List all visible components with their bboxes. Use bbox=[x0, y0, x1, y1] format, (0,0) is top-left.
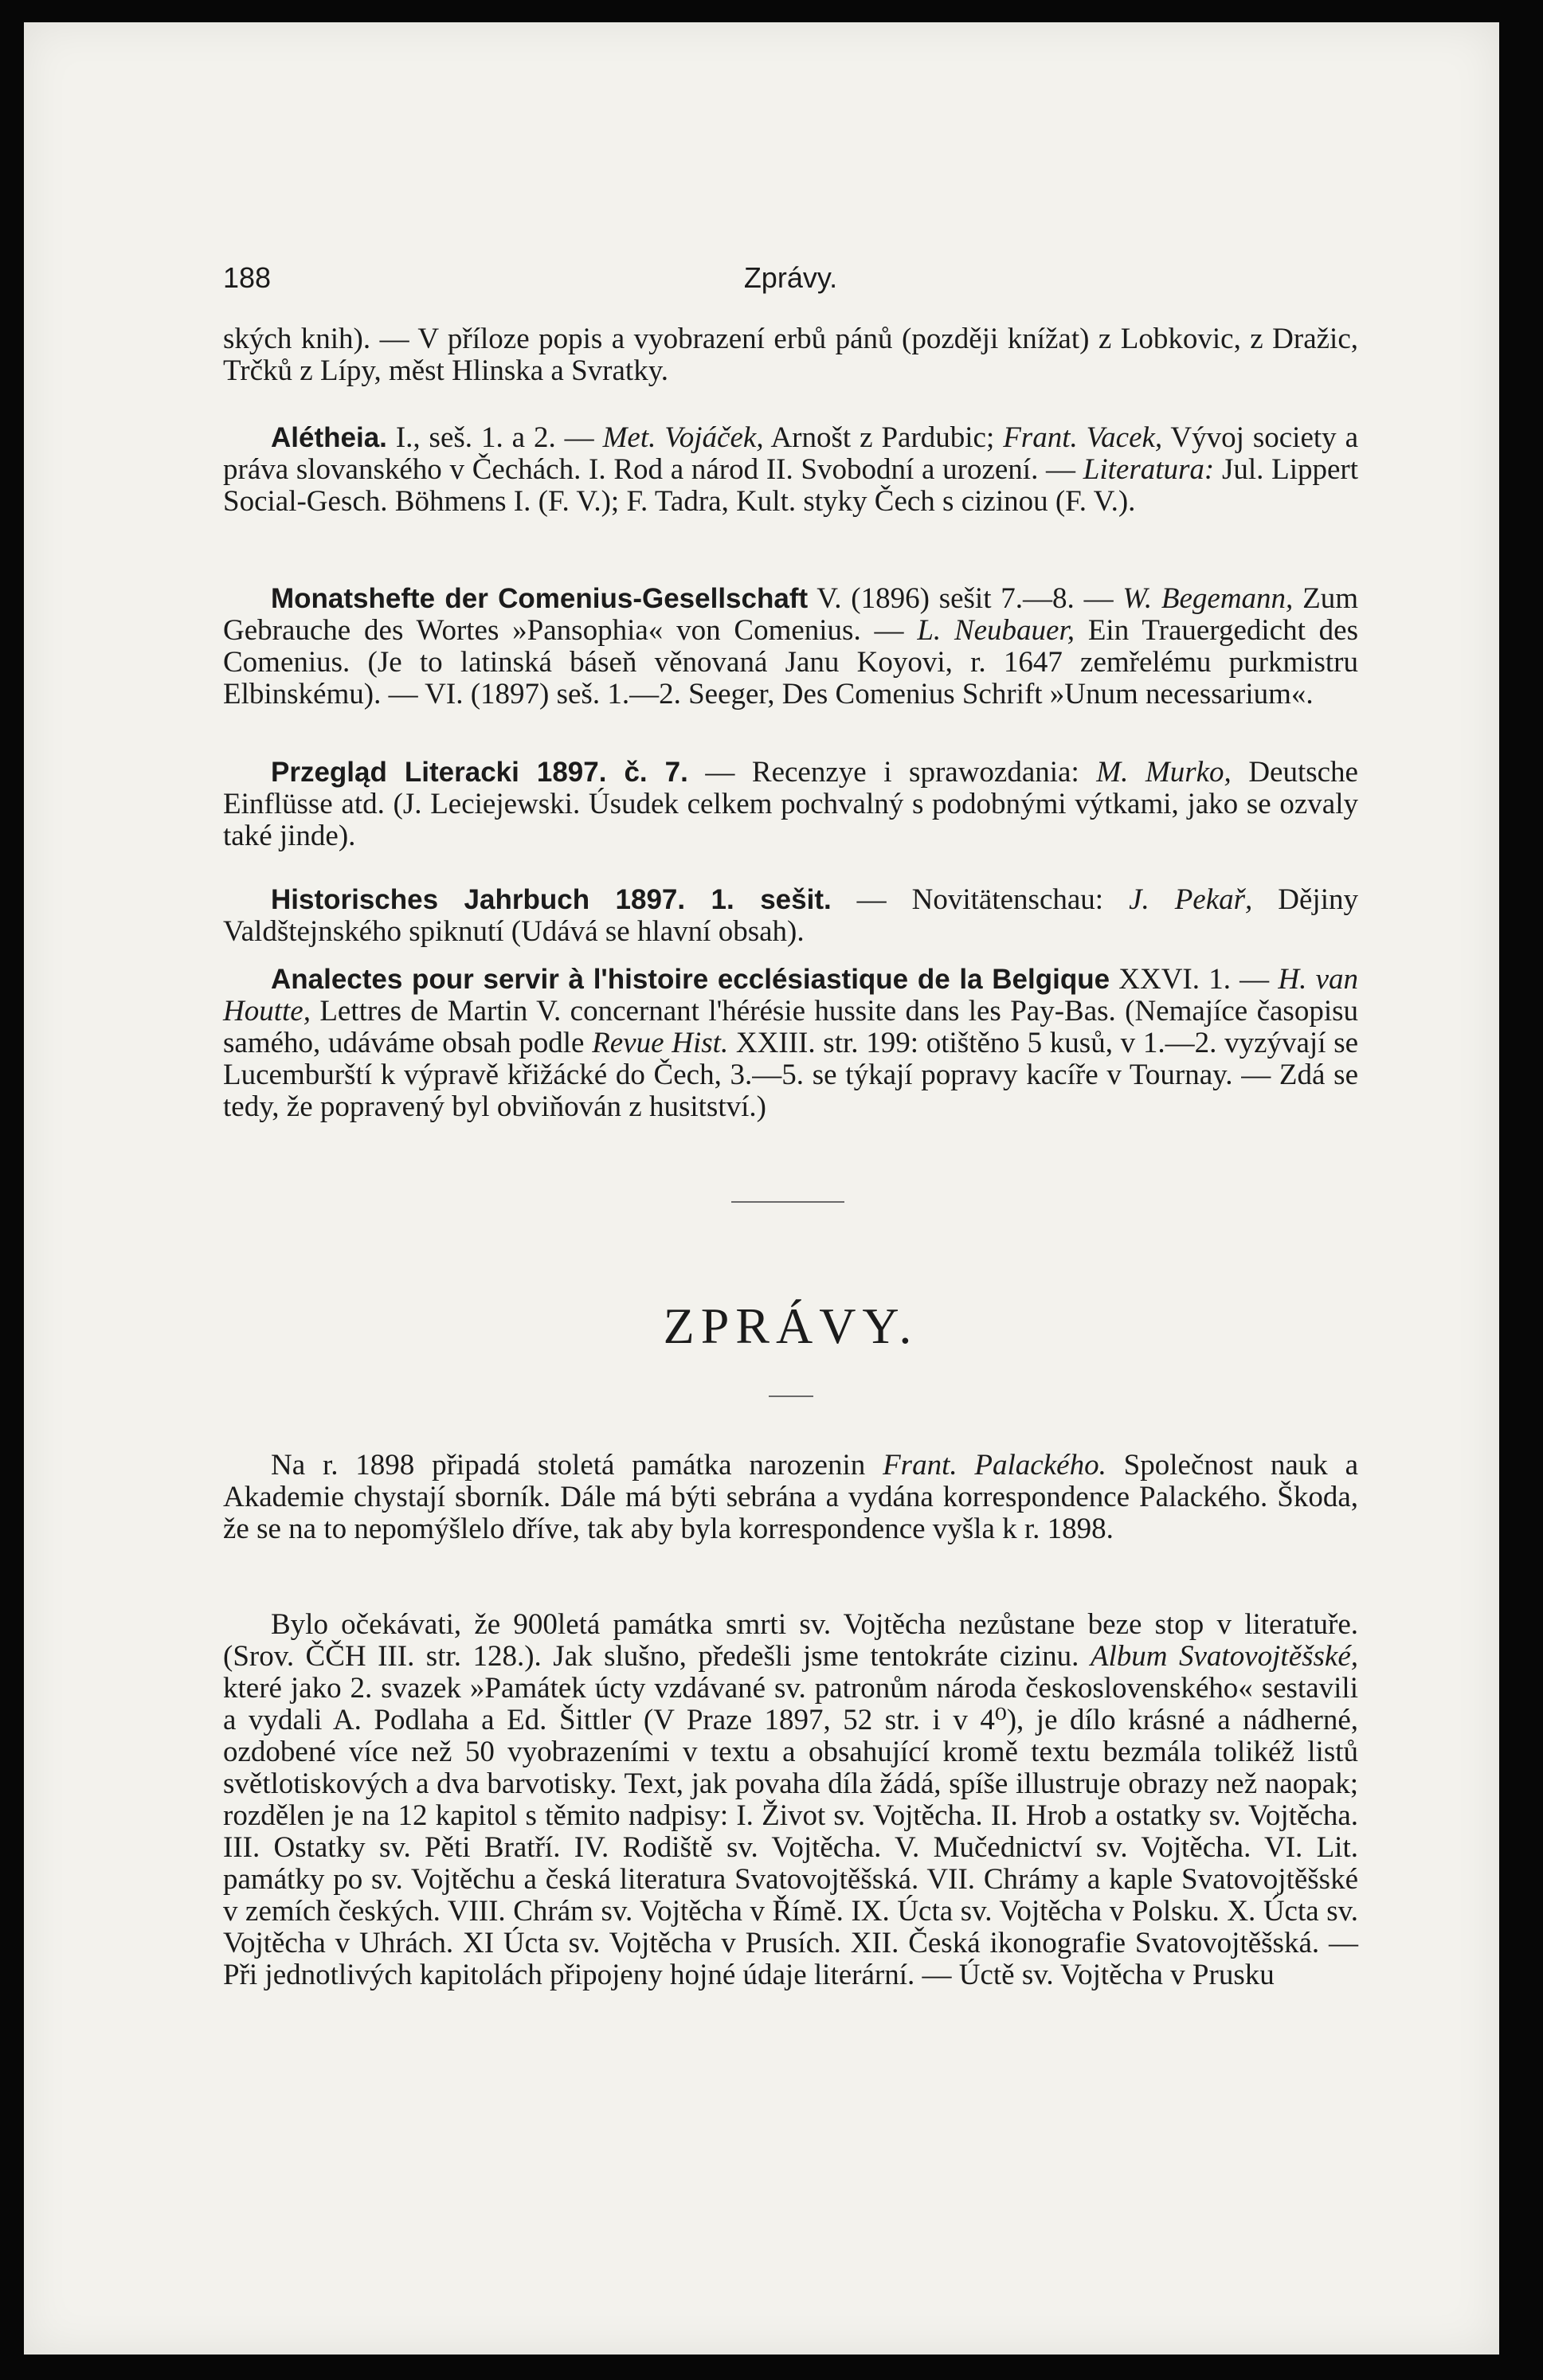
periodical-title: Przegląd Literacki 1897. č. 7. bbox=[271, 757, 688, 788]
news-vojtech bbox=[223, 1609, 1358, 1991]
person-name: Frant. Palackého. bbox=[883, 1449, 1106, 1482]
title-rule bbox=[769, 1396, 813, 1397]
entry-text: Przegląd Literacki 1897. č. 7. — Recenzye i sprawozdania: M. Murko, Deutsche Einflüsse atd. (J. Leciejewski. Úsudek celkem pochvalný s podobnými výtkami, jako se ozvaly také jinde). bbox=[223, 756, 1358, 852]
entry-text: Monatshefte der Comenius-Gesellschaft V. (1896) sešit 7.—8. — W. Begemann, Zum Gebrauche des Wortes »Pansophia« von Comenius. — L. Neubauer, Ein Trauergedicht des Comenius. (Je to latinská báseň věnovaná Janu Koyovi, r. 1647 zemřelému purkmistru Elbinskému). — VI. (1897) seš. 1.—2. Seeger, Des Comenius Schrift »Unum necessarium«. bbox=[223, 582, 1358, 710]
news-palacky bbox=[223, 1450, 1358, 1545]
entry-aletheia bbox=[223, 422, 1358, 518]
entry-przeglad bbox=[223, 757, 1358, 852]
periodical-title: Analectes pour servir à l'histoire ecclésiastique de la Belgique bbox=[271, 964, 1110, 995]
author-name: W. Begemann, bbox=[1122, 582, 1294, 615]
entry-historisches bbox=[223, 884, 1358, 948]
separator-rule bbox=[731, 1201, 844, 1203]
entry-text: ských knih). — V příloze popis a vyobrazení erbů pánů (později knížat) z Lobkovic, z Dražic, Trčků z Lípy, měst Hlinska a Svratky. bbox=[223, 323, 1358, 387]
running-head bbox=[223, 261, 1358, 296]
entry-analectes bbox=[223, 964, 1358, 1123]
entry-text: Historisches Jahrbuch 1897. 1. sešit. — Novitätenschau: J. Pekař, Dějiny Valdštejnského spiknutí (Udává se hlavní obsah). bbox=[223, 883, 1358, 948]
running-title: Zprávy. bbox=[743, 261, 838, 294]
section-title: ZPRÁVY. bbox=[663, 1298, 918, 1354]
author-name: Frant. Vacek, bbox=[1003, 421, 1163, 454]
periodical-title: Alétheia. bbox=[271, 422, 387, 453]
news-text: Bylo očekávati, že 900letá památka smrti sv. Vojtěcha nezůstane beze stop v literatuře. (Srov. ČČH III. str. 128.). Jak slušno, předešli jsme tentokráte cizinu. Album Svatovojtěšské, které jako 2. svazek »Památek úcty vzdávané sv. patronům národa československého« sestavili a vydali A. Podlaha a Ed. Šittler (V Praze 1897, 52 str. i v 4⁰), je dílo krásné a nádherné, ozdobené více než 50 vyobrazeními v textu a obsahující kromě textu bezmála tolikéž listů světlotiskových a dva barvotisky. Text, jak povaha díla žádá, spíše illustruje obrazy než naopak; rozdělen je na 12 kapitol s těmito nadpisy: I. Život sv. Vojtěcha. II. Hrob a ostatky sv. Vojtěcha. III. Ostatky sv. Pěti Bratří. IV. Rodiště sv. Vojtěcha. V. Mučednictví sv. Vojtěcha. VI. Lit. památky po sv. Vojtěchu a česká literatura Svatovojtěšská. VII. Chrámy a kaple Svatovojtěšské v zemích českých. VIII. Chrám sv. Vojtěcha v Římě. IX. Úcta sv. Vojtěcha v Polsku. X. Úcta sv. Vojtěcha v Uhrách. XI Úcta sv. Vojtěcha v Prusích. XII. Česká ikonografie Svatovojtěšská. — Při jednotlivých kapitolách připojeny hojné údaje literární. — Úctě sv. Vojtěcha v Prusku bbox=[223, 1608, 1359, 1991]
book-title: Album Svatovojtěšské, bbox=[1090, 1640, 1359, 1673]
author-name: L. Neubauer, bbox=[917, 614, 1075, 647]
entry-continuation bbox=[223, 323, 1358, 387]
entry-monatshefte bbox=[223, 583, 1358, 710]
entry-text: Analectes pour servir à l'histoire ecclésiastique de la Belgique XXVI. 1. — H. van Houtte, Lettres de Martin V. concernant l'hérésie hussite dans les Pay-Bas. (Nemajíce časopisu samého, udáváme obsah podle Revue Hist. XXIII. str. 199: otištěno 5 kusů, v 1.—2. vyzývají se Lucemburští k výpravě křižácké do Čech, 3.—5. se týkají popravy kacíře v Tournay. — Zdá se tedy, že popravený byl obviňován z husitství.) bbox=[223, 963, 1359, 1123]
scanned-page bbox=[24, 22, 1499, 2355]
author-name: M. Murko, bbox=[1096, 756, 1232, 789]
author-name: Met. Vojáček, bbox=[602, 421, 764, 454]
section-name: Literatura: bbox=[1083, 453, 1215, 486]
periodical-title: Monatshefte der Comenius-Gesellschaft bbox=[271, 583, 809, 614]
news-text: Na r. 1898 připadá stoletá památka narozenin Frant. Palackého. Společnost nauk a Akademie chystají sborník. Dále má býti sebrána a vydána korrespondence Palackého. Škoda, že se na to nepomýšlelo dříve, tak aby byla korrespondence vyšla k r. 1898. bbox=[223, 1449, 1358, 1545]
author-name: H. van Houtte, bbox=[223, 963, 1358, 1028]
periodical-title: Historisches Jahrbuch 1897. 1. sešit. bbox=[271, 884, 832, 915]
page-number: 188 bbox=[223, 261, 272, 294]
journal-name: Revue Hist. bbox=[592, 1027, 729, 1059]
author-name: J. Pekař, bbox=[1129, 883, 1253, 916]
entry-text: Alétheia. I., seš. 1. a 2. — Met. Vojáček, Arnošt z Pardubic; Frant. Vacek, Vývoj society a práva slovanského v Čechách. I. Rod a národ II. Svobodní a urození. — Literatura: Jul. Lippert Social-Gesch. Böhmens I. (F. V.); F. Tadra, Kult. styky Čech s cizinou (F. V.). bbox=[223, 421, 1359, 518]
